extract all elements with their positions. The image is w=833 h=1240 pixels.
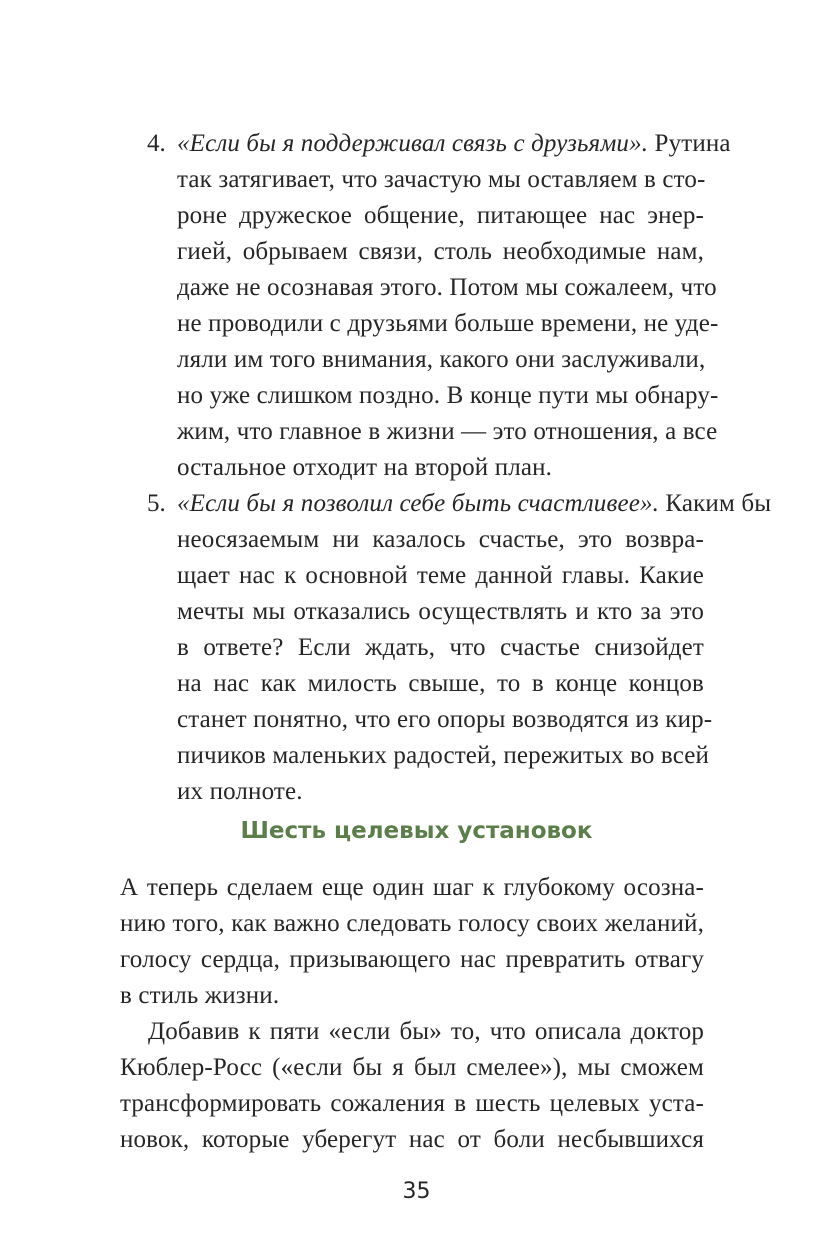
text-line: но уже слишком поздно. В конце пути мы обнару- — [177, 382, 719, 409]
text-line: пичиков маленьких радостей, пережитых во всей — [177, 742, 710, 769]
list-item-first-rest: Каким бы — [659, 490, 772, 517]
list-item-first-line — [177, 488, 772, 520]
text-line: трансформировать сожаления в шесть целевых уста- — [120, 1090, 704, 1117]
text-line: их полноте. — [177, 778, 303, 805]
text-line: так затягивает, что зачастую мы оставляем в сто- — [177, 166, 706, 193]
text-line: не проводили с друзьями больше времени, не уде- — [177, 310, 719, 337]
text-line: роне дружеское общение, питающее нас энер- — [177, 202, 704, 229]
text-line: жим, что главное в жизни — это отношения, а все — [177, 418, 718, 445]
text-line: голосу сердца, призывающего нас превратить отвагу — [120, 946, 704, 973]
text-line: неосязаемым ни казалось счастье, это возвра- — [177, 526, 704, 553]
text-line: А теперь сделаем еще один шаг к глубокому осозна- — [120, 874, 704, 901]
text-line: даже не осознавая этого. Потом мы сожалеем, что — [177, 274, 717, 301]
text-line: мечты мы отказались осуществлять и кто за это — [177, 598, 704, 625]
text-line: новок, которые уберегут нас от боли несбывшихся — [120, 1126, 704, 1153]
text-line: на нас как милость свыше, то в конце концов — [177, 670, 704, 697]
list-item-first-rest: Рутина — [648, 130, 731, 157]
text-line: остальное отходит на второй план. — [177, 454, 553, 481]
text-line: нию того, как важно следовать голосу своих желаний, — [120, 910, 704, 937]
text-line: в стиль жизни. — [120, 982, 280, 1009]
text-line: щает нас к основной теме данной главы. Какие — [177, 562, 704, 589]
list-item-first-line — [177, 128, 731, 160]
text-line: в ответе? Если ждать, что счастье снизойдет — [177, 634, 704, 661]
page-number: 35 — [402, 1179, 431, 1204]
list-item-number: 4. — [147, 130, 166, 157]
list-item-title: «Если бы я позволил себе быть счастливее». — [177, 490, 659, 517]
text-line: Кюблер-Росс («если бы я был смелее»), мы сможем — [120, 1054, 704, 1081]
text-line: станет понятно, что его опоры возводятся из кир- — [177, 706, 713, 733]
text-line: ляли им того внимания, какого они заслуживали, — [177, 346, 706, 373]
list-item-title: «Если бы я поддерживал связь с друзьями». — [177, 130, 649, 157]
text-line: Добавив к пяти «если бы» то, что описала доктор — [148, 1018, 704, 1045]
list-item-number: 5. — [147, 490, 166, 517]
section-heading: Шесть целевых установок — [240, 818, 593, 844]
text-line: гией, обрываем связи, столь необходимые нам, — [177, 238, 704, 265]
